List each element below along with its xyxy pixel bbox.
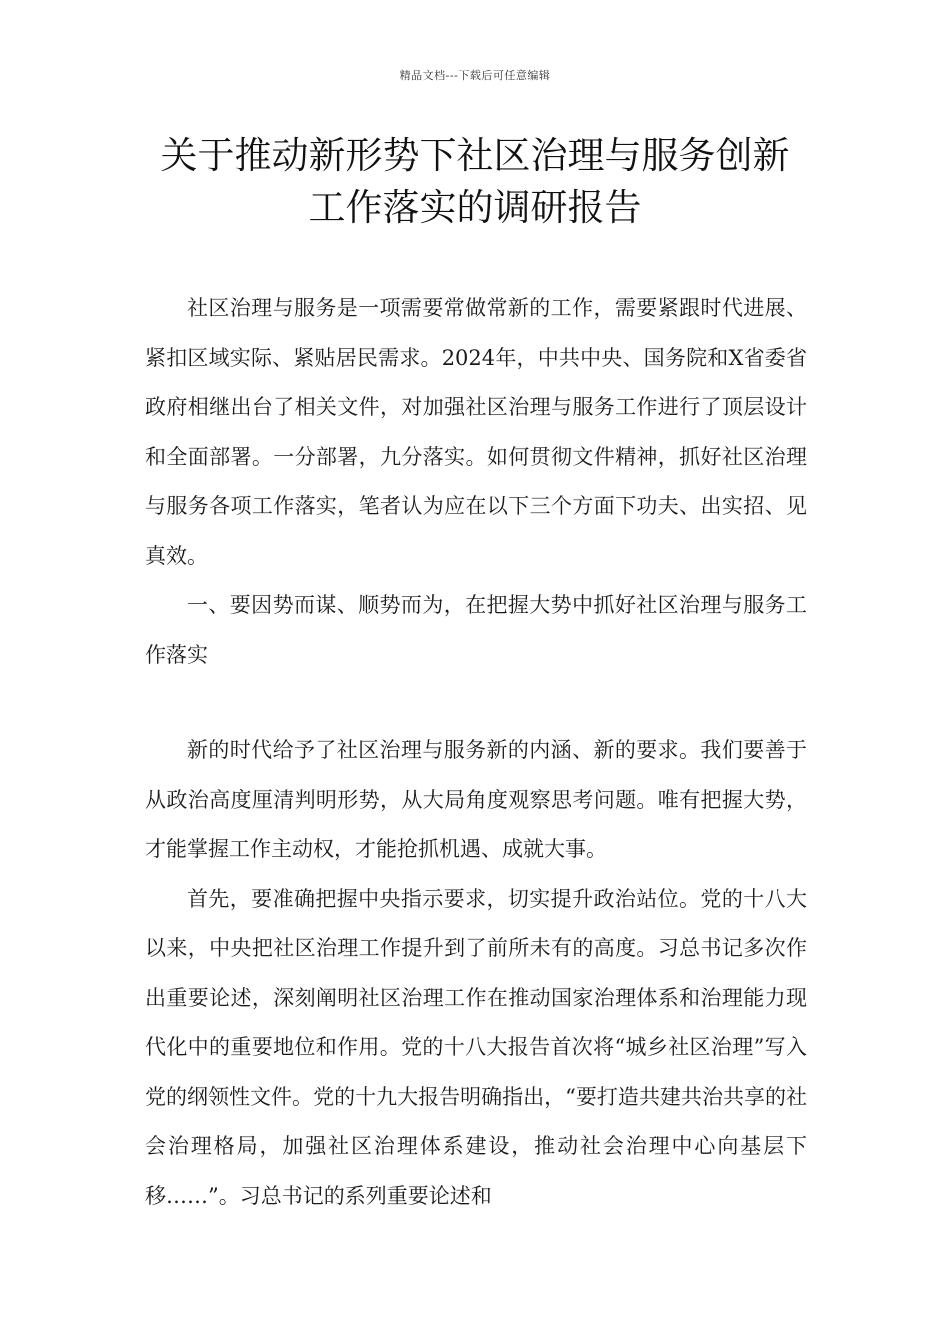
document-body xyxy=(145,284,807,1221)
paragraph-intro: 社区治理与服务是一项需要常做常新的工作，需要紧跟时代进展、紧扣区域实际、紧贴居民需求。2024年，中共中央、国务院和X省委省政府相继出台了相关文件，对加强社区治理与服务工作进行了顶层设计和全面部署。一分部署，九分落实。如何贯彻文件精神，抓好社区治理与服务各项工作落实，笔者认为应在以下三个方面下功夫、出实招、见真效。 xyxy=(145,296,807,568)
document-title xyxy=(110,130,840,234)
title-line-1: 关于推动新形势下社区治理与服务创新 xyxy=(160,134,790,177)
title-line-2: 工作落实的调研报告 xyxy=(308,186,642,229)
paragraph-section-1-intro: 新的时代给予了社区治理与服务新的内涵、新的要求。我们要善于从政治高度厘清判明形势，从大局角度观察思考问题。唯有把握大势，才能掌握工作主动权，才能抢抓机遇、成就大事。 xyxy=(145,738,807,861)
header-note: 精品文档---下载后可任意编辑 xyxy=(399,69,551,82)
paragraph-first-point: 首先，要准确把握中央指示要求，切实提升政治站位。党的十八大以来，中央把社区治理工作提升到了前所未有的高度。习总书记多次作出重要论述，深刻阐明社区治理工作在推动国家治理体系和治理能力现代化中的重要地位和作用。党的十八大报告首次将“城乡社区治理”写入党的纲领性文件。党的十九大报告明确指出，“要打造共建共治共享的社会治理格局，加强社区治理体系建设，推动社会治理中心向基层下移……”。习总书记的系列重要论述和 xyxy=(145,886,807,1208)
section-heading-1: 一、要因势而谋、顺势而为，在把握大势中抓好社区治理与服务工作落实 xyxy=(145,593,807,667)
